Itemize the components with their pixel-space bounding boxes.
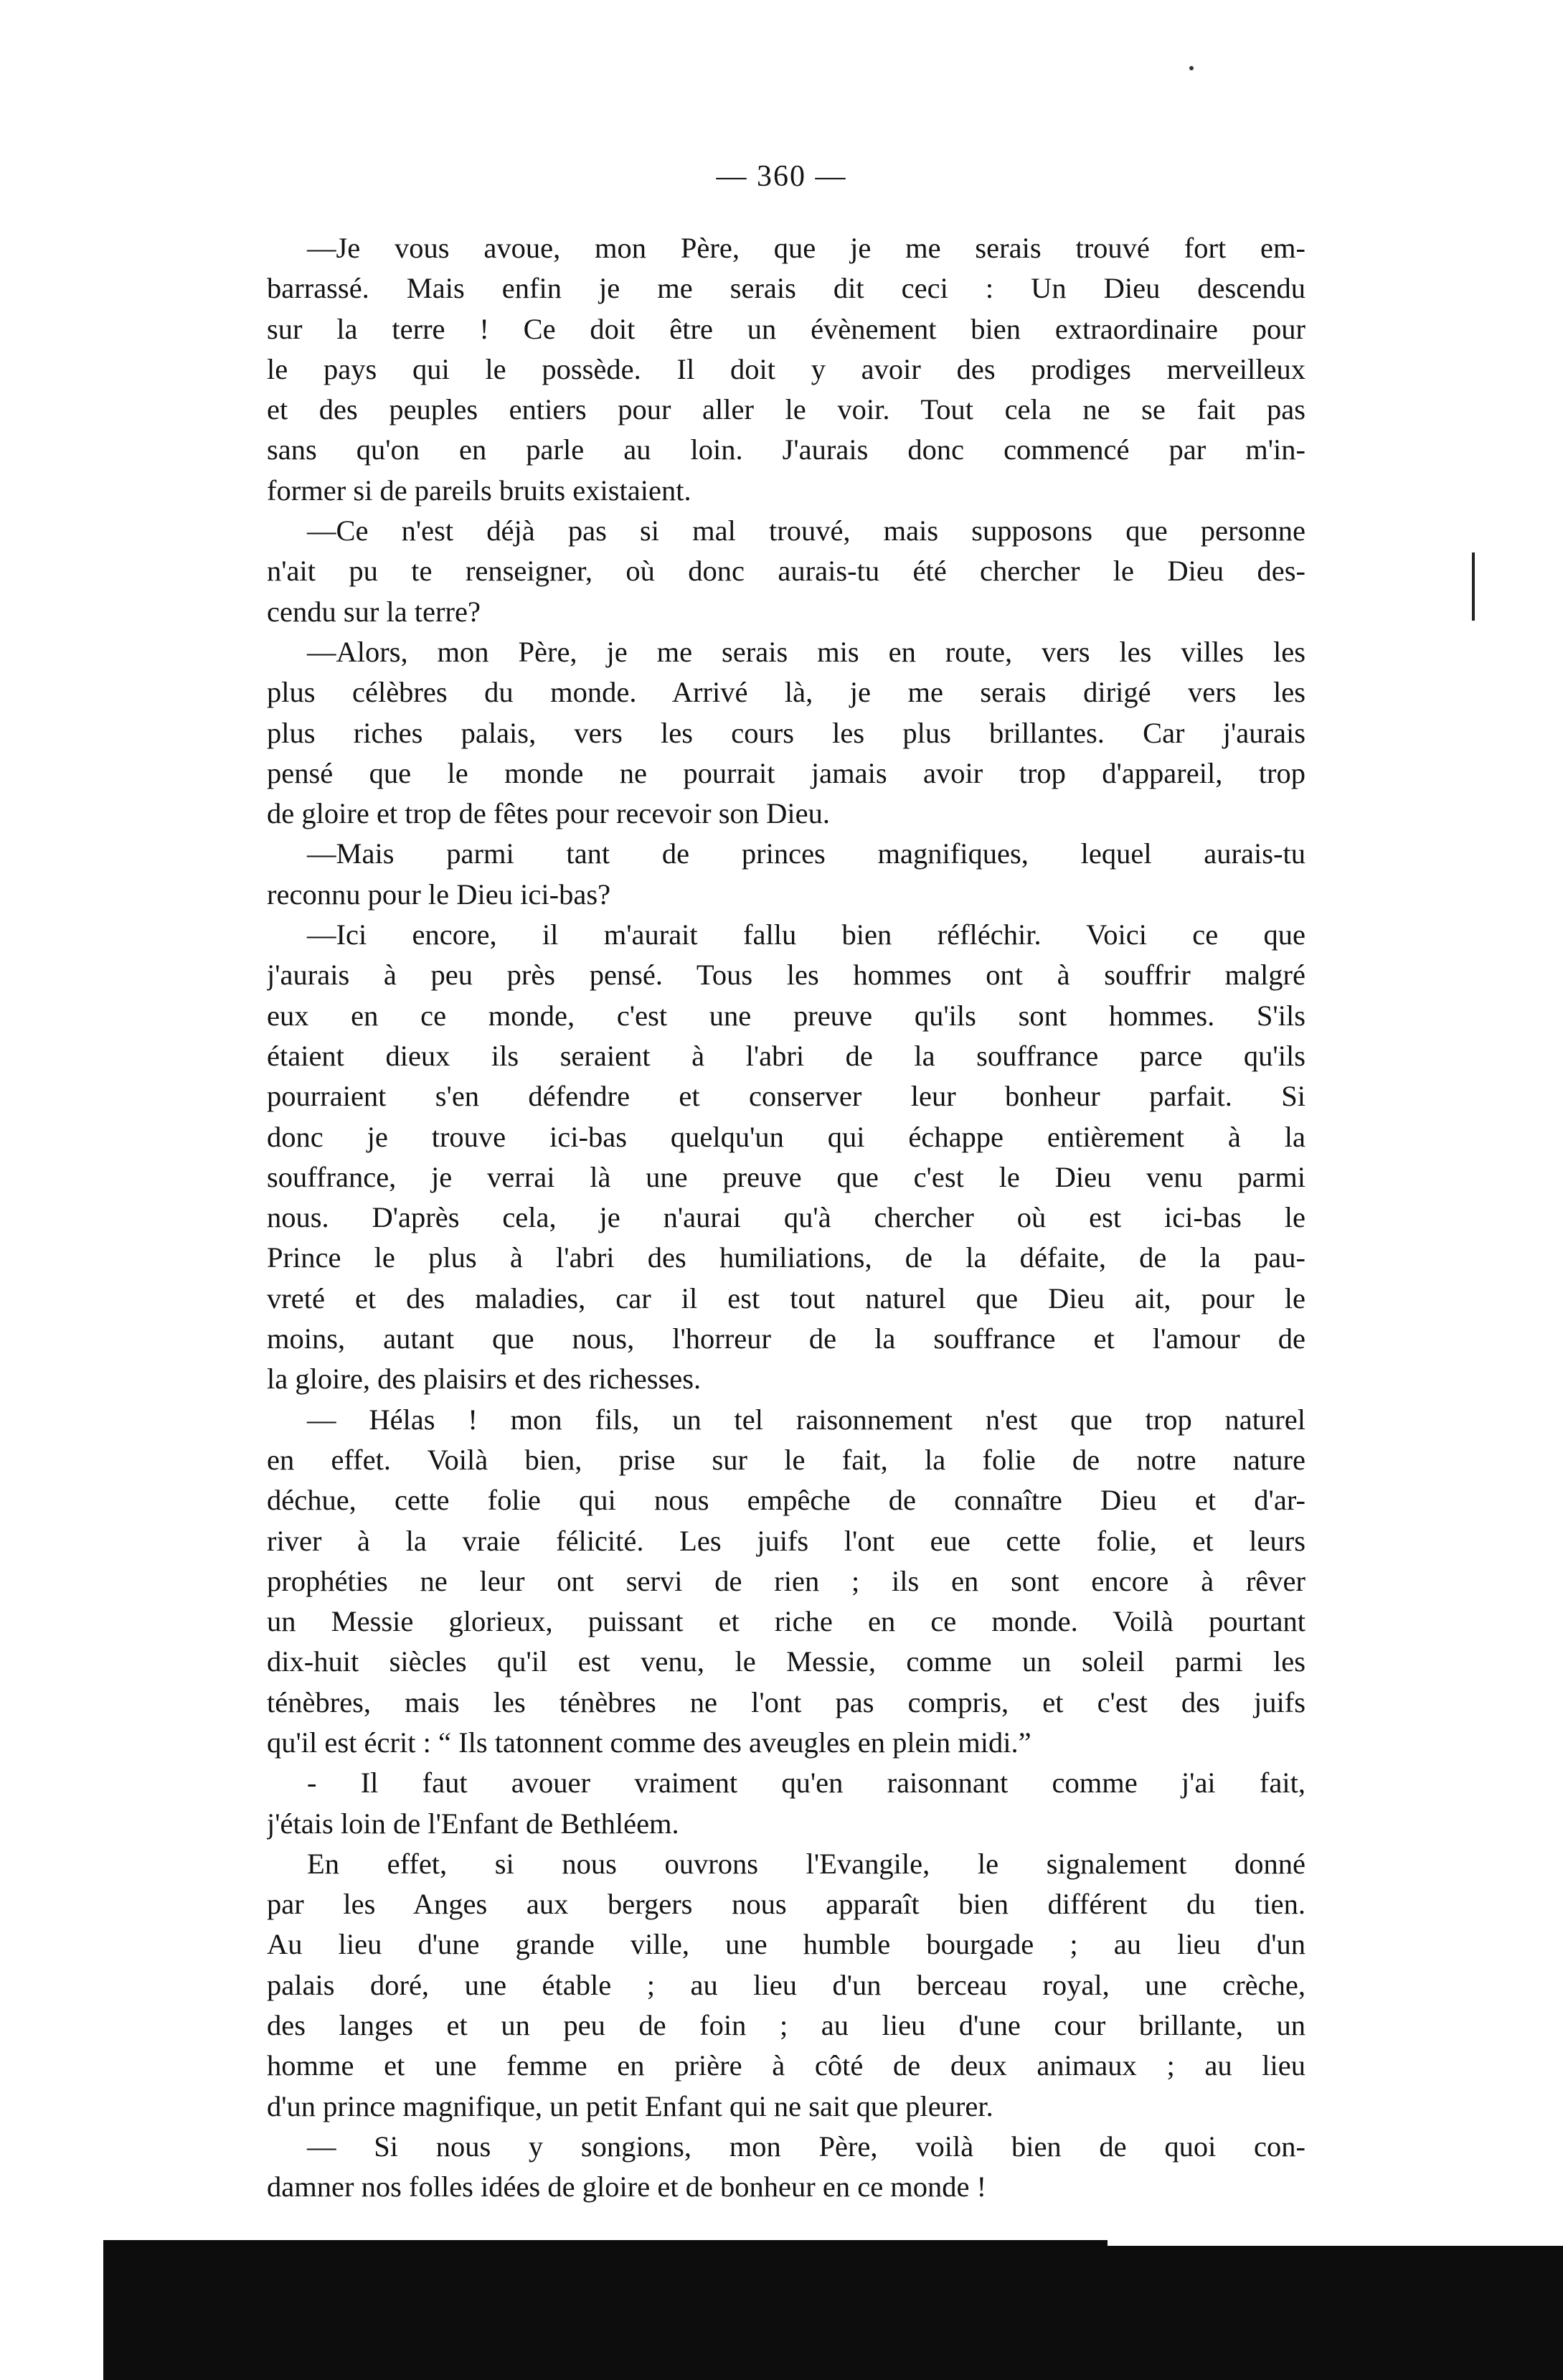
text-line: — Si nous y songions, mon Père, voilà bien de quoi con-: [307, 2130, 1305, 2163]
text-line: pourraient s'en défendre et conserver leur bonheur parfait. Si: [267, 1080, 1305, 1113]
text-line: —Ici encore, il m'aurait fallu bien réfléchir. Voici ce que: [307, 918, 1305, 951]
text-line: prophéties ne leur ont servi de rien ; ils en sont encore à rêver: [267, 1564, 1305, 1597]
text-line: pensé que le monde ne pourrait jamais avoir trop d'appareil, trop: [267, 756, 1305, 789]
text-line: ténèbres, mais les ténèbres ne l'ont pas compris, et c'est des juifs: [267, 1685, 1305, 1718]
text-line: par les Anges aux bergers nous apparaît bien différent du tien.: [267, 1888, 1305, 1921]
text-line: plus célèbres du monde. Arrivé là, je me serais dirigé vers les: [267, 676, 1305, 709]
margin-rule: [1472, 552, 1475, 621]
text-line: eux en ce monde, c'est une preuve qu'ils sont hommes. S'ils: [267, 999, 1305, 1032]
text-line: qu'il est écrit : “ Ils tatonnent comme des aveugles en plein midi.”: [267, 1726, 1031, 1759]
text-line: d'un prince magnifique, un petit Enfant qui ne sait que pleurer.: [267, 2089, 993, 2122]
text-line: sans qu'on en parle au loin. J'aurais donc commencé par m'in-: [267, 433, 1305, 466]
text-line: river à la vraie félicité. Les juifs l'ont eue cette folie, et leurs: [267, 1524, 1305, 1557]
text-line: dix-huit siècles qu'il est venu, le Messie, comme un soleil parmi les: [267, 1645, 1305, 1678]
text-line: homme et une femme en prière à côté de deux animaux ; au lieu: [267, 2049, 1305, 2082]
text-line: le pays qui le possède. Il doit y avoir des prodiges merveilleux: [267, 352, 1305, 385]
text-line: —Ce n'est déjà pas si mal trouvé, mais supposons que personne: [307, 514, 1305, 547]
text-line: en effet. Voilà bien, prise sur le fait, la folie de notre nature: [267, 1443, 1305, 1476]
text-line: la gloire, des plaisirs et des richesses.: [267, 1363, 702, 1396]
text-line: moins, autant que nous, l'horreur de la souffrance et l'amour de: [267, 1322, 1305, 1355]
text-line: déchue, cette folie qui nous empêche de connaître Dieu et d'ar-: [267, 1484, 1305, 1517]
text-line: cendu sur la terre?: [267, 595, 481, 628]
text-line: vreté et des maladies, car il est tout naturel que Dieu ait, pour le: [267, 1281, 1305, 1314]
body-text: [267, 228, 1305, 2208]
text-line: un Messie glorieux, puissant et riche en ce monde. Voilà pourtant: [267, 1605, 1305, 1638]
text-line: des langes et un peu de foin ; au lieu d'une cour brillante, un: [267, 2009, 1305, 2042]
text-line: — Hélas ! mon fils, un tel raisonnement n'est que trop naturel: [307, 1403, 1305, 1436]
text-line: —Alors, mon Père, je me serais mis en route, vers les villes les: [307, 635, 1305, 668]
text-line: n'ait pu te renseigner, où donc aurais-tu été chercher le Dieu des-: [267, 555, 1305, 588]
text-line: de gloire et trop de fêtes pour recevoir son Dieu.: [267, 797, 830, 830]
text-line: former si de pareils bruits existaient.: [267, 474, 691, 507]
scan-edge-bar: [103, 2246, 1563, 2380]
page-number: — 360 —: [716, 160, 847, 193]
text-line: souffrance, je verrai là une preuve que c'est le Dieu venu parmi: [267, 1160, 1305, 1193]
text-line: - Il faut avouer vraiment qu'en raisonnant comme j'ai fait,: [307, 1767, 1305, 1800]
text-line: nous. D'après cela, je n'aurai qu'à chercher où est ici-bas le: [267, 1201, 1305, 1234]
text-line: reconnu pour le Dieu ici-bas?: [267, 878, 611, 911]
text-line: et des peuples entiers pour aller le voir. Tout cela ne se fait pas: [267, 393, 1305, 426]
text-line: barrassé. Mais enfin je me serais dit ceci : Un Dieu descendu: [267, 272, 1305, 305]
text-line: —Je vous avoue, mon Père, que je me serais trouvé fort em-: [307, 232, 1305, 264]
stray-dot-mark: [1189, 66, 1194, 70]
text-line: damner nos folles idées de gloire et de bonheur en ce monde !: [267, 2170, 987, 2203]
text-line: Prince le plus à l'abri des humiliations, de la défaite, de la pau-: [267, 1241, 1305, 1274]
text-line: palais doré, une étable ; au lieu d'un berceau royal, une crèche,: [267, 1968, 1305, 2001]
text-line: plus riches palais, vers les cours les plus brillantes. Car j'aurais: [267, 716, 1305, 749]
text-line: étaient dieux ils seraient à l'abri de la souffrance parce qu'ils: [267, 1039, 1305, 1072]
text-line: j'aurais à peu près pensé. Tous les hommes ont à souffrir malgré: [267, 959, 1305, 992]
text-line: sur la terre ! Ce doit être un évènement bien extraordinaire pour: [267, 312, 1305, 345]
text-line: —Mais parmi tant de princes magnifiques, lequel aurais-tu: [307, 837, 1305, 870]
text-line: Au lieu d'une grande ville, une humble bourgade ; au lieu d'un: [267, 1928, 1305, 1961]
text-line: En effet, si nous ouvrons l'Evangile, le signalement donné: [307, 1847, 1305, 1880]
text-line: donc je trouve ici-bas quelqu'un qui échappe entièrement à la: [267, 1120, 1305, 1153]
text-line: j'étais loin de l'Enfant de Bethléem.: [267, 1807, 679, 1840]
